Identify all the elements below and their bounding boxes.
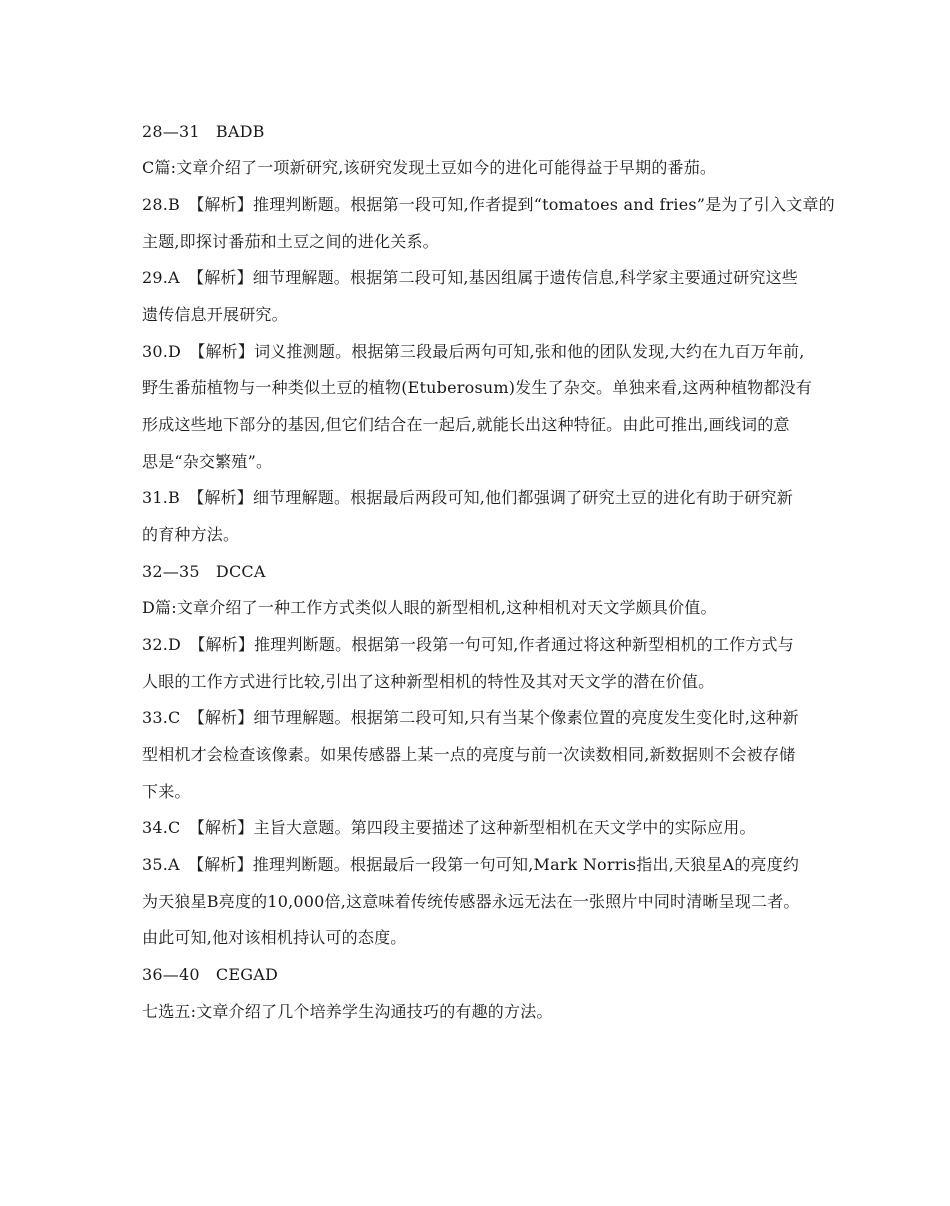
explanation-line: 32.D 【解析】推理判断题。根据第一段第一句可知,作者通过将这种新型相机的工作方式与 [142, 635, 794, 654]
answer-line: 28—31 BADB [142, 122, 265, 141]
explanation-line: 遗传信息开展研究。 [142, 305, 288, 324]
explanation-line: 由此可知,他对该相机持认可的态度。 [142, 928, 407, 947]
explanation-line: 28.B 【解析】推理判断题。根据第一段可知,作者提到“tomatoes and fries”是为了引入文章的 [142, 195, 835, 214]
explanation-line: 30.D 【解析】词义推测题。根据第三段最后两句可知,张和他的团队发现,大约在九百万年前, [142, 342, 805, 361]
explanation-line: 人眼的工作方式进行比较,引出了这种新型相机的特性及其对天文学的潜在价值。 [142, 672, 715, 691]
explanation-line: 野生番茄植物与一种类似土豆的植物(Etuberosum)发生了杂交。单独来看,这两种植物都没有 [142, 378, 813, 397]
explanation-line: 形成这些地下部分的基因,但它们结合在一起后,就能长出这种特征。由此可推出,画线词的意 [142, 415, 790, 434]
explanation-line: 思是“杂交繁殖”。 [142, 452, 273, 471]
summary-line: C篇:文章介绍了一项新研究,该研究发现土豆如今的进化可能得益于早期的番茄。 [142, 158, 717, 177]
explanation-line: 的育种方法。 [142, 525, 240, 544]
explanation-line: 31.B 【解析】细节理解题。根据最后两段可知,他们都强调了研究土豆的进化有助于研究新 [142, 488, 793, 507]
explanation-line: 33.C 【解析】细节理解题。根据第二段可知,只有当某个像素位置的亮度发生变化时,这种新 [142, 708, 799, 727]
explanation-line: 为天狼星B亮度的10,000倍,这意味着传统传感器永远无法在一张照片中同时清晰呈现二者。 [142, 892, 800, 911]
answer-line: 36—40 CEGAD [142, 965, 279, 984]
summary-line: 七选五:文章介绍了几个培养学生沟通技巧的有趣的方法。 [142, 1002, 553, 1021]
explanation-line: 主题,即探讨番茄和土豆之间的进化关系。 [142, 232, 439, 251]
explanation-line: 型相机才会检查该像素。如果传感器上某一点的亮度与前一次读数相同,新数据则不会被存储 [142, 745, 796, 764]
explanation-line: 35.A 【解析】推理判断题。根据最后一段第一句可知,Mark Norris指出,天狼星A的亮度约 [142, 855, 800, 874]
explanation-line: 下来。 [142, 782, 191, 801]
explanation-line: 34.C 【解析】主旨大意题。第四段主要描述了这种新型相机在天文学中的实际应用。 [142, 818, 756, 837]
answer-line: 32—35 DCCA [142, 562, 266, 581]
summary-line: D篇:文章介绍了一种工作方式类似人眼的新型相机,这种相机对天文学颇具价值。 [142, 598, 717, 617]
explanation-line: 29.A 【解析】细节理解题。根据第二段可知,基因组属于遗传信息,科学家主要通过研究这些 [142, 268, 798, 287]
